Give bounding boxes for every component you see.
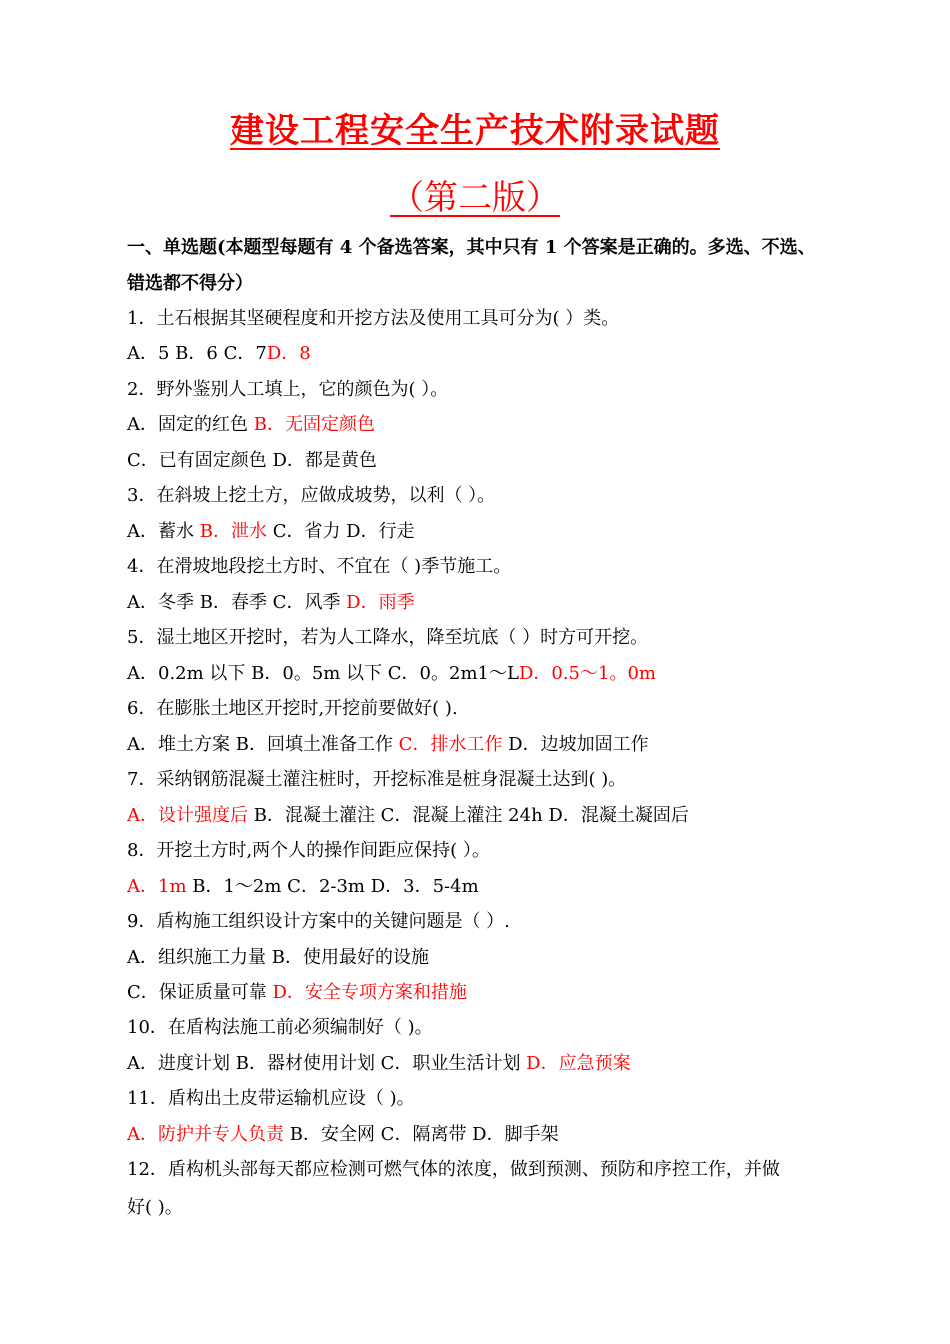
answer-highlight: C．排水工作: [398, 734, 503, 755]
question-6-options: A．堆土方案 B．回填土准备工作 C．排水工作 D．边坡加固工作: [127, 734, 649, 755]
question-1-options: A．5 B．6 C．7D．8: [127, 343, 311, 364]
question-12-line2: 好( )。: [127, 1197, 183, 1218]
document-title: 建设工程安全生产技术附录试题: [230, 111, 720, 151]
question-3-options: A．蓄水 B．泄水 C．省力 D．行走: [127, 521, 415, 542]
question-5-options: A．0.2m 以下 B．0。5m 以下 C．0。2m1～LD．0.5～1。0m: [127, 663, 656, 684]
question-10: 10．在盾构法施工前必须编制好（ )。: [127, 1017, 433, 1038]
answer-highlight: D．雨季: [346, 592, 415, 613]
answer-highlight: D．8: [266, 343, 311, 364]
document-subtitle: （第二版）: [390, 178, 560, 218]
question-12-line1: 12．盾构机头部每天都应检测可燃气体的浓度，做到预测、预防和序控工作，并做: [127, 1159, 780, 1180]
question-7-options: A．设计强度后 B．混凝土灌注 C．混凝上灌注 24h D．混凝土凝固后: [127, 805, 689, 826]
question-4-options: A．冬季 B．春季 C．风季 D．雨季: [127, 592, 415, 613]
question-5: 5．湿土地区开挖时，若为人工降水，降至坑底（ ）时方可开挖。: [127, 627, 649, 648]
answer-highlight: A．1m: [127, 876, 187, 897]
question-6: 6．在膨胀土地区开挖时,开挖前要做好( ).: [127, 698, 458, 719]
answer-highlight: D．安全专项方案和措施: [272, 982, 467, 1003]
question-8: 8．开挖土方时,两个人的操作间距应保持( ）。: [127, 840, 490, 861]
question-9-options-c: C．保证质量可靠 D．安全专项方案和措施: [127, 982, 467, 1003]
question-2: 2．野外鉴别人工填上，它的颜色为( ）。: [127, 379, 449, 400]
question-8-options: A．1m B．1～2m C．2-3m D．3．5-4m: [127, 876, 479, 897]
answer-highlight: B．无固定颜色: [253, 414, 375, 435]
answer-highlight: D．应急预案: [526, 1053, 631, 1074]
question-11: 11．盾构出土皮带运输机应设（ )。: [127, 1088, 415, 1109]
answer-highlight: A．防护并专人负责: [127, 1124, 284, 1145]
section-heading-line2: 错选都不得分）: [127, 273, 253, 294]
question-2-options-a: A．固定的红色 B．无固定颜色: [127, 414, 375, 435]
answer-highlight: D．0.5～1。0m: [518, 663, 656, 684]
question-11-options: A．防护并专人负责 B．安全网 C．隔离带 D．脚手架: [127, 1124, 559, 1145]
question-9: 9．盾构施工组织设计方案中的关键问题是（ ）.: [127, 911, 510, 932]
question-2-options-c: C．已有固定颜色 D．都是黄色: [127, 450, 377, 471]
answer-highlight: B．泄水: [199, 521, 267, 542]
question-10-options: A．进度计划 B．器材使用计划 C．职业生活计划 D．应急预案: [127, 1053, 631, 1074]
answer-highlight: A．设计强度后: [127, 805, 248, 826]
question-4: 4．在滑坡地段挖土方时、不宜在（ )季节施工。: [127, 556, 512, 577]
question-7: 7．采纳钢筋混凝土灌注桩时，开挖标准是桩身混凝土达到( )。: [127, 769, 627, 790]
question-3: 3．在斜坡上挖土方，应做成坡势，以利（ ）。: [127, 485, 496, 506]
section-heading-line1: 一、单选题(本题型每题有 4 个备选答案，其中只有 1 个答案是正确的。多选、不选、: [127, 237, 816, 258]
question-9-options-a: A．组织施工力量 B．使用最好的设施: [127, 947, 429, 968]
question-1: 1．土石根据其坚硬程度和开挖方法及使用工具可分为( ）类。: [127, 308, 620, 329]
